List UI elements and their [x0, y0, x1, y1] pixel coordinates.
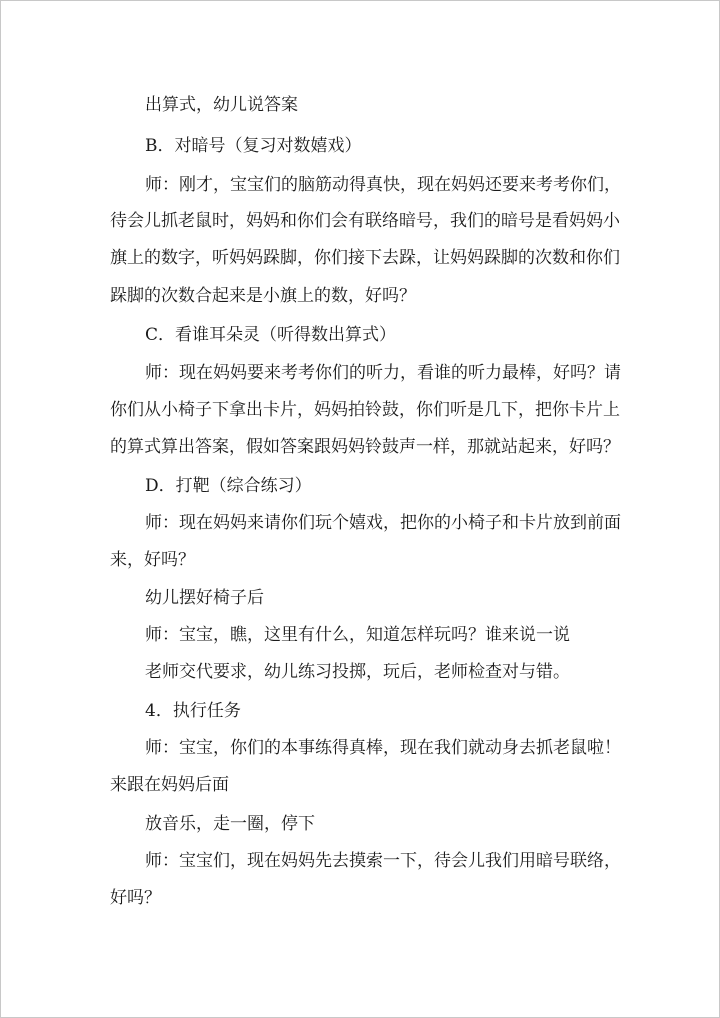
paragraph-line: 跺脚的次数合起来是小旗上的数，好吗？: [110, 286, 416, 306]
section-heading-4: 4．执行任务: [145, 701, 241, 721]
paragraph-line: 老师交代要求，幼儿练习投掷，玩后，老师检查对与错。: [145, 662, 570, 682]
paragraph-line: 幼儿摆好椅子后: [145, 588, 264, 608]
section-heading-d: D．打靶（综合练习）: [145, 476, 312, 496]
paragraph-line: 你们从小椅子下拿出卡片，妈妈拍铃鼓，你们听是几下，把你卡片上: [110, 400, 620, 420]
section-heading-c: C．看谁耳朵灵（听得数出算式）: [145, 325, 397, 345]
paragraph-line: 师：宝宝，你们的本事练得真棒，现在我们就动身去抓老鼠啦！: [145, 738, 621, 758]
paragraph-line: 来，好吗？: [110, 550, 195, 570]
paragraph-line: 师：宝宝们，现在妈妈先去摸索一下，待会儿我们用暗号联络，: [145, 851, 621, 871]
paragraph-line: 旗上的数字，听妈妈跺脚，你们接下去跺，让妈妈跺脚的次数和你们: [110, 248, 620, 268]
paragraph-line: 来跟在妈妈后面: [110, 775, 229, 795]
paragraph-line: 师：现在妈妈来请你们玩个嬉戏，把你的小椅子和卡片放到前面: [145, 513, 621, 533]
paragraph-line: 待会儿抓老鼠时，妈妈和你们会有联络暗号，我们的暗号是看妈妈小: [110, 211, 620, 231]
paragraph-line: 师：宝宝，瞧，这里有什么，知道怎样玩吗？谁来说一说: [145, 625, 570, 645]
paragraph-line: 师：现在妈妈要来考考你们的听力，看谁的听力最棒，好吗？请: [145, 363, 621, 383]
paragraph-line: 放音乐，走一圈，停下: [145, 814, 315, 834]
paragraph-line: 师：刚才，宝宝们的脑筋动得真快，现在妈妈还要来考考你们，: [145, 175, 621, 195]
paragraph-line: 好吗？: [110, 888, 161, 908]
paragraph-line: 的算式算出答案，假如答案跟妈妈铃鼓声一样，那就站起来，好吗？: [110, 437, 620, 457]
section-heading-b: B．对暗号（复习对数嬉戏）: [145, 136, 362, 156]
paragraph-line: 出算式，幼儿说答案: [145, 95, 298, 115]
